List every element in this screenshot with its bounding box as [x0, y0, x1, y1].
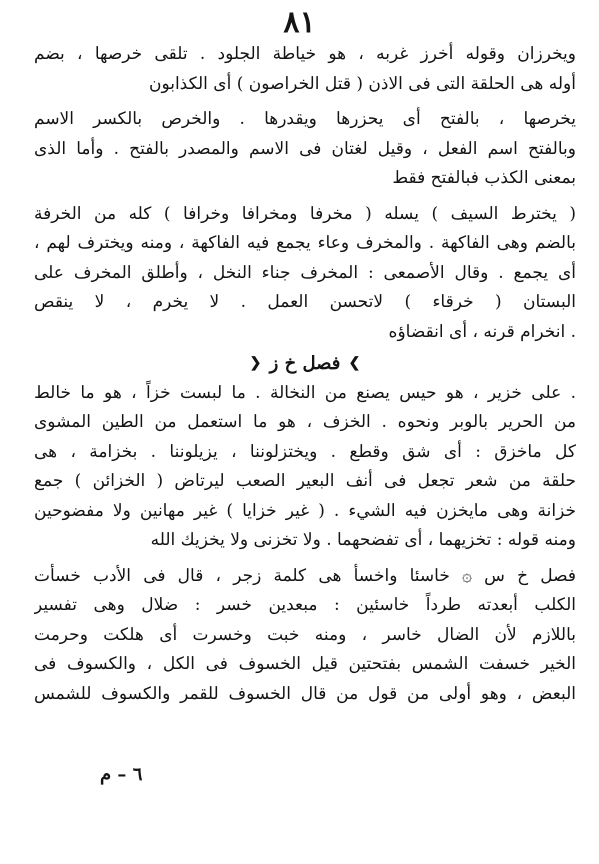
- text-line: من الحرير بالوبر ونحوه . الخزف ، هو ما استعمل من الطين المشوى: [34, 412, 576, 433]
- text-line: أوله هى الحلقة التى فى الاذن ( قتل الخراصون ) أى الكذابون: [148, 73, 576, 94]
- text-line: وبالفتح اسم الفعل ، وقيل لغتان فى الاسم والمصدر بالفتح . وأما الذى: [34, 138, 576, 159]
- text-line: كل ماخزق : أى شق وقطع . ويختزلوننا ، يزيلوننا . بخزامة ، هى: [34, 441, 576, 462]
- page-number: ٨١: [283, 5, 316, 40]
- text-line: ومنه قوله : تخزيهما ، أى تفضحهما . ولا تخزنى ولا يخزيك الله: [150, 530, 576, 551]
- text-line: فصل خ س ۞ خاسئا واخسأ هى كلمة زجر ، قال فى الأدب خسأت: [34, 565, 576, 586]
- text-line: حلقة من شعر تجعل فى أنف البعير الصعب ليرتاض ( الخزائن ) جمع: [34, 471, 576, 492]
- ornament-left-icon: ❮: [249, 355, 262, 372]
- text-line: يخرصها ، بالفتح أى يحزرها ويقدرها . والخرص بالكسر الاسم: [34, 109, 576, 129]
- text-line: خزانة وهى مايخزن فيه الشيء . ( غير خزايا ) غير مهانين ولا مفضوحين: [34, 500, 576, 521]
- text-line: بمعنى الكذب فبالفتح فقط: [392, 168, 576, 188]
- text-line: بالضم وهى الفاكهة . والمخرف وعاء يجمع فيه الفاكهة ، ومنه ويخترف لهم ،: [34, 233, 576, 253]
- ornament-right-icon: ❯: [348, 355, 361, 372]
- text-line: باللازم لأن الضال خاسر ، ومنه خبت وخسرت أى هلكت وحرمت: [34, 624, 576, 645]
- text-line: البعض ، وهو أولى من قول من قال الخسوف للقمر والكسوف للشمس: [34, 683, 576, 704]
- text-line: الكلب أبعدته طرداً خاسئين : مبعدين خسر : ضلال وهى تفسير: [34, 595, 576, 616]
- body-text: [34, 40, 576, 709]
- text-line: أى يجمع . وقال الأصمعى : المخرف جناء النخل ، وأطلق المخرف على: [34, 262, 576, 283]
- text-line: ( يخترط السيف ) يسله ( مخرفا ومخرافا وخرافا ) كله من الخرفة: [34, 203, 576, 224]
- text-line: ويخرزان وقوله أخرز غربه ، هو خياطة الجلود . تلقى خرصها ، بضم: [34, 44, 576, 64]
- text-line: . انخرام قرنه ، أى انقضاؤه: [388, 321, 576, 342]
- text-line: الخير خسفت الشمس بفتحتين قيل الخسوف فى الكل ، والكسوف فى: [34, 654, 576, 675]
- text-line: البستان ( خرقاء ) لاتحسن العمل . لا يخرم ، لا ينقص: [34, 292, 576, 312]
- section-heading: [34, 349, 576, 379]
- section-heading-text: فصل خ ز: [269, 353, 341, 374]
- footer-signature: ٦ – م: [100, 764, 143, 785]
- text-line: . على خزير ، هو حيس يصنع من النخالة . ما لبست خزاً ، هو ما خالط: [34, 382, 576, 403]
